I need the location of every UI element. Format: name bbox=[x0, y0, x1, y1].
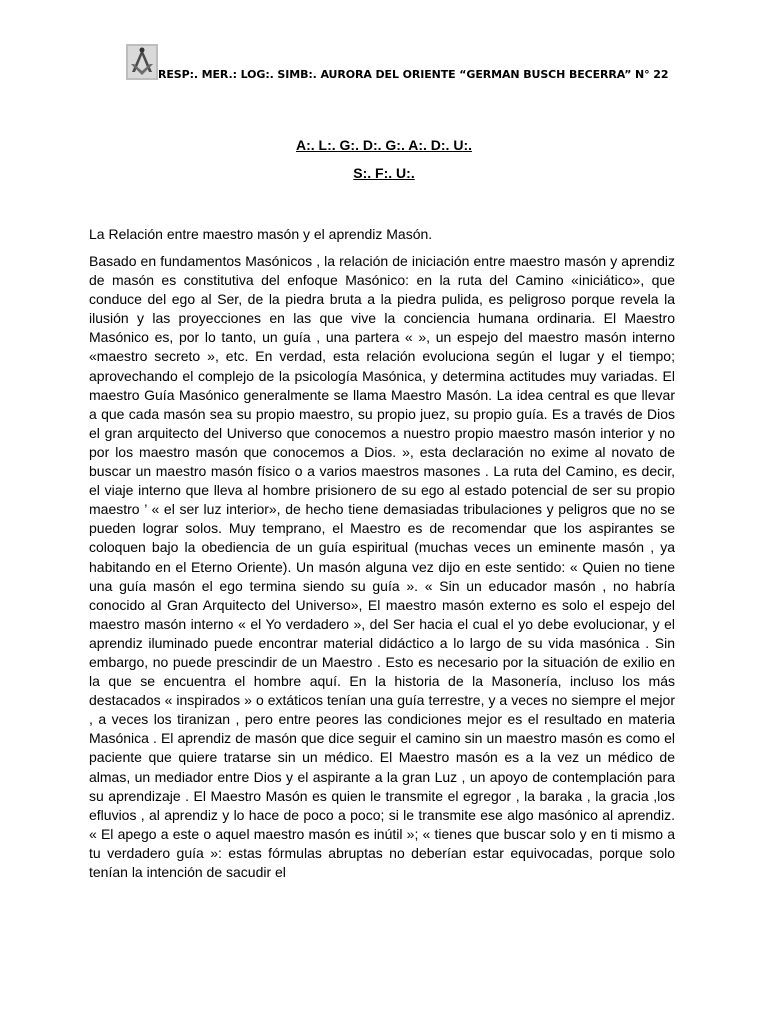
square-and-compass-icon bbox=[126, 44, 158, 80]
page-header bbox=[126, 44, 686, 84]
invocation-line-2: S:. F:. U:. bbox=[353, 165, 415, 181]
lodge-header-text: RESP:. MER.: LOG:. SIMB:. AURORA DEL ORIENTE “GERMAN BUSCH BECERRA” N° 22 bbox=[158, 68, 669, 81]
document-body: Basado en fundamentos Masónicos , la relación de iniciación entre maestro masón y aprendiz de masón es constitutiva del enfoque Masónico: en la ruta del Camino «iniciático», que conduce del ego al Ser, de la piedra bruta a la piedra pulida, es peligroso porque revela la ilusión y las proyecciones en las que vive la conciencia humana ordinaria. El Maestro Masónico es, por lo tanto, un guía , una partera « », un espejo del maestro masón interno «maestro secreto », etc. En verdad, esta relación evoluciona según el lugar y el tiempo; aprovechando el complejo de la psicología Masónica, y determina actitudes muy variadas. El maestro Guía Masónico generalmente se llama Maestro Masón. La idea central es que llevar a que cada masón sea su propio maestro, su propio juez, su propio guía. Es a través de Dios el gran arquitecto del Universo que conocemos a nuestro propio maestro masón interior y no por los maestro masón que conocemos a Dios. », esta declaración no exime al novato de buscar un maestro masón físico o a varios maestros masones . La ruta del Camino, es decir, el viaje interno que lleva al hombre prisionero de su ego al estado potencial de ser su propio maestro ’ « el ser luz interior», de hecho tiene demasiadas tribulaciones y peligros que no se pueden lograr solos. Muy temprano, el Maestro es de recomendar que los aspirantes se coloquen bajo la obediencia de un guía espiritual (muchas veces un eminente masón , ya habitando en el Eterno Oriente). Un masón alguna vez dijo en este sentido: « Quien no tiene una guía masón el ego termina siendo su guía ». « Sin un educador masón , no habría conocido al Gran Arquitecto del Universo», El maestro masón externo es solo el espejo del maestro masón interno « el Yo verdadero », del Ser hacia el cual el yo debe evolucionar, y el aprendiz iluminado puede encontrar material didáctico a lo largo de su vida masónica . Sin embargo, no puede prescindir de un Maestro . Esto es necesario por la situación de exilio en la que se encuentra el hombre aquí. En la historia de la Masonería, incluso los más destacados « inspirados » o extáticos tenían una guía terrestre, y a veces no siempre el mejor , a veces los tiranizan , pero entre peores las condiciones mejor es el resultado en materia Masónica . El aprendiz de masón que dice seguir el camino sin un maestro masón es como el paciente que quiere tratarse sin un médico. El Maestro masón es a la vez un médico de almas, un mediador entre Dios y el aspirante a la gran Luz , un apoyo de contemplación para su aprendizaje . El Maestro Masón es quien le transmite el egregor , la baraka , la gracia ,los efluvios , al aprendiz y lo hace de poco a poco; si le transmite ese algo masónico al aprendiz. « El apego a este o aquel maestro masón es inútil »; « tienes que buscar solo y en ti mismo a tu verdadero guía »: estas fórmulas abruptas no deberían estar equivocadas, porque solo tenían la intención de sacudir el bbox=[89, 253, 675, 880]
invocation-line-1: A:. L:. G:. D:. G:. A:. D:. U:. bbox=[295, 137, 472, 153]
document-title: La Relación entre maestro masón y el aprendiz Masón. bbox=[89, 226, 433, 242]
